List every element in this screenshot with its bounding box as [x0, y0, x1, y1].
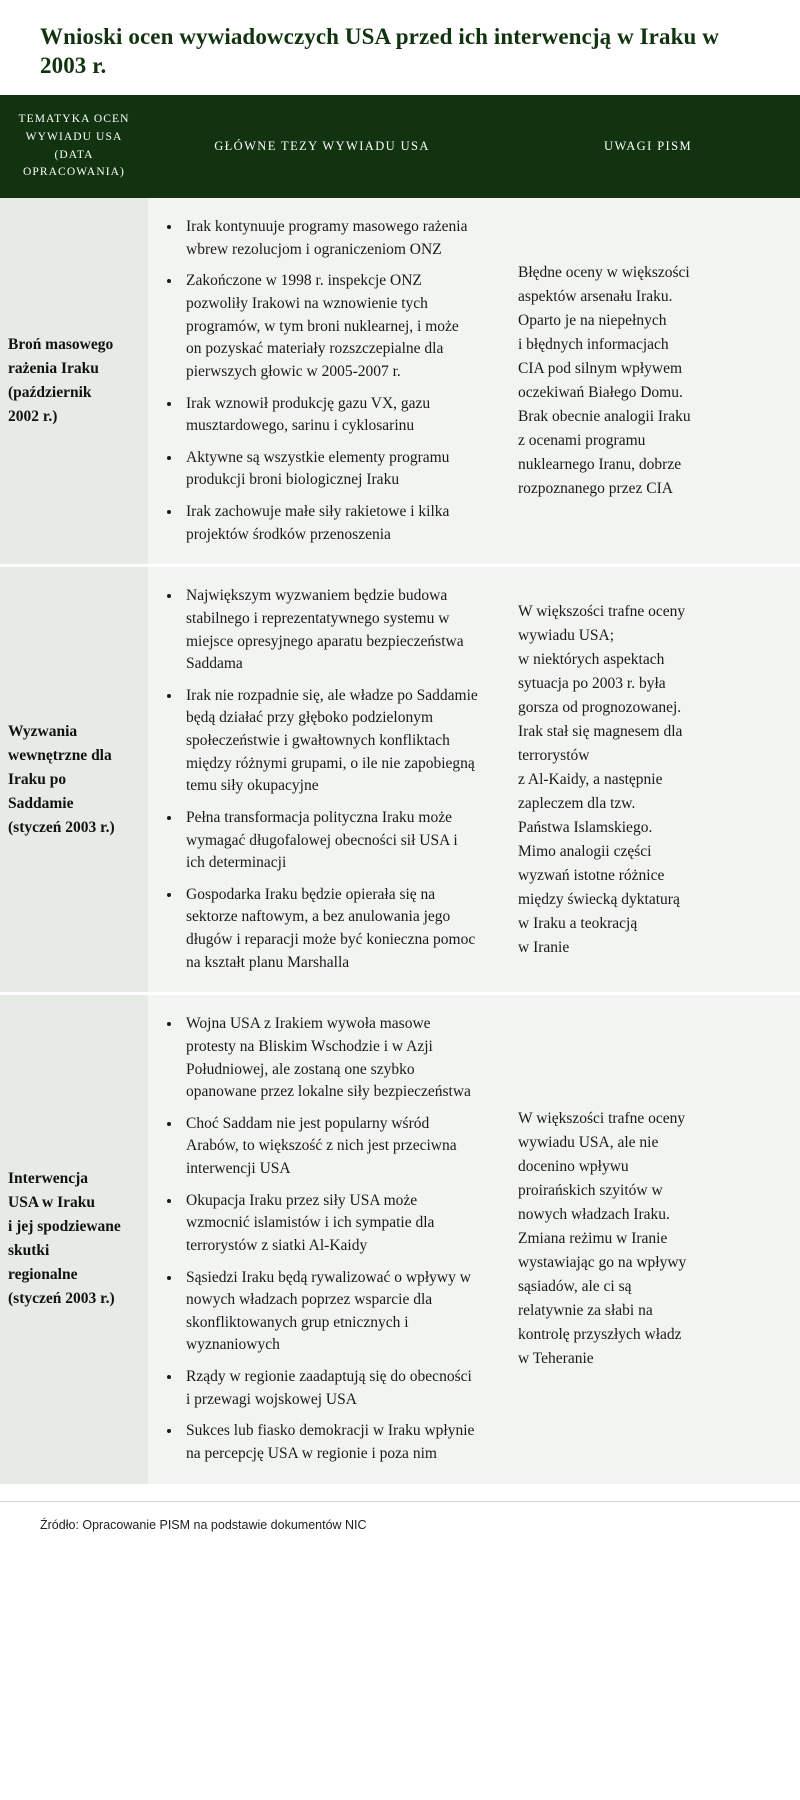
- note-line: gorsza od prognozowanej.: [518, 698, 682, 716]
- note-line: Mimo analogii części: [518, 842, 652, 860]
- report-table: [0, 95, 800, 1487]
- table-row: [0, 198, 800, 566]
- category-line: (styczeń 2003 r.): [8, 818, 115, 836]
- column-header-topic-line1: TEMATYKA OCEN: [18, 112, 130, 125]
- category-line: Iraku po: [8, 770, 67, 788]
- category-line: Interwencja: [8, 1170, 89, 1188]
- category-line: regionalne: [8, 1266, 78, 1284]
- note-line: aspektów arsenału Iraku.: [518, 288, 673, 306]
- theses-list: [160, 1013, 478, 1465]
- category-line: Broń masowego: [8, 336, 114, 354]
- note-line: oczekiwań Białego Domu.: [518, 384, 683, 402]
- note-line: Irak stał się magnesem dla: [518, 722, 683, 740]
- list-item: • Sąsiedzi Iraku będą rywalizować o wpływy w nowych władzach poprzez wsparcie dla skonfliktowanych grup etnicznych i wyznaniowych: [182, 1267, 478, 1358]
- column-header-topic-line2: WYWIADU USA: [25, 130, 123, 143]
- category-line: Saddamie: [8, 794, 74, 812]
- list-item: • Sukces lub fiasko demokracji w Iraku wpłynie na percepcję USA w regionie i poza nim: [182, 1420, 478, 1465]
- list-item: • Gospodarka Iraku będzie opierała się na sektorze naftowym, a bez anulowania jego długów i reparacji może być konieczna pomoc na kształt planu Marshalla: [182, 884, 478, 975]
- column-header-notes: UWAGI PISM: [496, 95, 800, 198]
- note-line: Zmiana reżimu w Iranie: [518, 1230, 668, 1248]
- theses-list: [160, 216, 478, 546]
- row-notes: [496, 198, 800, 566]
- note-line: nowych władzach Iraku.: [518, 1206, 670, 1224]
- note-line: sąsiadów, ale ci są: [518, 1278, 632, 1296]
- note-line: W większości trafne oceny: [518, 602, 686, 620]
- row-theses: [148, 198, 496, 566]
- list-item: • Pełna transformacja polityczna Iraku może wymagać długofalowej obecności sił USA i ich determinacji: [182, 807, 478, 875]
- note-line: Brak obecnie analogii Iraku: [518, 408, 691, 426]
- note-line: w niektórych aspektach: [518, 650, 665, 668]
- list-item: • Wojna USA z Irakiem wywoła masowe protesty na Bliskim Wschodzie i w Azji Południowej, ale zostaną one szybko opanowane przez lokalne siły bezpieczeństwa: [182, 1013, 478, 1104]
- note-line: z ocenami programu: [518, 432, 646, 450]
- list-item: • Irak kontynuuje programy masowego rażenia wbrew rezolucjom i ograniczeniom ONZ: [182, 216, 478, 261]
- category-line: (styczeń 2003 r.): [8, 1290, 115, 1308]
- list-item: • Rządy w regionie zaadaptują się do obecności i przewagi wojskowej USA: [182, 1366, 478, 1411]
- table-row: [0, 566, 800, 994]
- note-line: w Iraku a teokracją: [518, 914, 638, 932]
- list-item: • Irak wznowił produkcję gazu VX, gazu musztardowego, sarinu i cyklosarinu: [182, 393, 478, 438]
- table-body: [0, 198, 800, 1485]
- category-line: Wyzwania: [8, 722, 78, 740]
- row-notes: [496, 994, 800, 1485]
- theses-list: [160, 585, 478, 974]
- category-line: 2002 r.): [8, 408, 58, 426]
- note-line: sytuacja po 2003 r. była: [518, 674, 666, 692]
- note-line: W większości trafne oceny: [518, 1110, 686, 1128]
- row-notes: [496, 566, 800, 994]
- table-header: [0, 95, 800, 198]
- note-line: relatywnie za słabi na: [518, 1302, 653, 1320]
- bottom-spacer: [0, 1487, 800, 1501]
- note-line: CIA pod silnym wpływem: [518, 360, 683, 378]
- note-line: w Iranie: [518, 938, 570, 956]
- column-header-topic-line4: OPRACOWANIA): [22, 166, 125, 179]
- note-line: Oparto je na niepełnych: [518, 312, 667, 330]
- list-item: • Aktywne są wszystkie elementy programu produkcji broni biologicznej Iraku: [182, 447, 478, 492]
- category-line: rażenia Iraku: [8, 360, 99, 378]
- note-line: terrorystów: [518, 746, 590, 764]
- note-line: wystawiając go na wpływy: [518, 1254, 687, 1272]
- category-line: (październik: [8, 384, 92, 402]
- column-header-topic: [0, 95, 148, 198]
- row-category: [0, 198, 148, 566]
- list-item: • Irak nie rozpadnie się, ale władze po Saddamie będą działać przy głęboko podzielonym społeczeństwie i gwałtownych konfliktach między różnymi grupami, o ile nie zapobiegną temu siły okupacyjne: [182, 685, 478, 798]
- note-line: proirańskich szyitów w: [518, 1182, 663, 1200]
- list-item: • Zakończone w 1998 r. inspekcje ONZ pozwoliły Irakowi na wznowienie tych programów, w tym broni nuklearnej, i może on pozyskać materiały rozszczepialne dla pierwszych głowic w 2005-2007 r.: [182, 270, 478, 383]
- category-line: i jej spodziewane: [8, 1218, 121, 1236]
- table-row: [0, 994, 800, 1485]
- row-theses: [148, 566, 496, 994]
- note-line: wyzwań istotne różnice: [518, 866, 665, 884]
- category-line: USA w Iraku: [8, 1194, 95, 1212]
- list-item: • Największym wyzwaniem będzie budowa stabilnego i reprezentatywnego systemu w miejsce opresyjnego aparatu bezpieczeństwa Saddama: [182, 585, 478, 676]
- column-header-theses: GŁÓWNE TEZY WYWIADU USA: [148, 95, 496, 198]
- note-line: docenino wpływu: [518, 1158, 629, 1176]
- note-line: Państwa Islamskiego.: [518, 818, 653, 836]
- note-line: zapleczem dla tzw.: [518, 794, 636, 812]
- note-line: między świecką dyktaturą: [518, 890, 680, 908]
- note-line: wywiadu USA;: [518, 626, 615, 644]
- row-category: [0, 566, 148, 994]
- note-line: w Teheranie: [518, 1350, 594, 1368]
- list-item: • Irak zachowuje małe siły rakietowe i kilka projektów środków przenoszenia: [182, 501, 478, 546]
- note-line: z Al-Kaidy, a następnie: [518, 770, 663, 788]
- row-theses: [148, 994, 496, 1485]
- note-line: nuklearnego Iranu, dobrze: [518, 456, 682, 474]
- note-line: wywiadu USA, ale nie: [518, 1134, 659, 1152]
- list-item: • Okupacja Iraku przez siły USA może wzmocnić islamistów i ich sympatie dla terrorystów z siatki Al-Kaidy: [182, 1190, 478, 1258]
- note-line: i błędnych informacjach: [518, 336, 669, 354]
- category-line: skutki: [8, 1242, 50, 1260]
- note-line: rozpoznanego przez CIA: [518, 480, 673, 498]
- note-line: kontrolę przyszłych władz: [518, 1326, 682, 1344]
- column-header-topic-line3: (DATA: [54, 148, 94, 161]
- list-item: • Choć Saddam nie jest popularny wśród Arabów, to większość z nich jest przeciwna interwencji USA: [182, 1113, 478, 1181]
- category-line: wewnętrzne dla: [8, 746, 112, 764]
- page-title: Wnioski ocen wywiadowczych USA przed ich interwencją w Iraku w 2003 r.: [40, 24, 719, 79]
- row-category: [0, 994, 148, 1485]
- note-line: Błędne oceny w większości: [518, 264, 690, 282]
- source-note: Źródło: Opracowanie PISM na podstawie dokumentów NIC: [0, 1501, 800, 1552]
